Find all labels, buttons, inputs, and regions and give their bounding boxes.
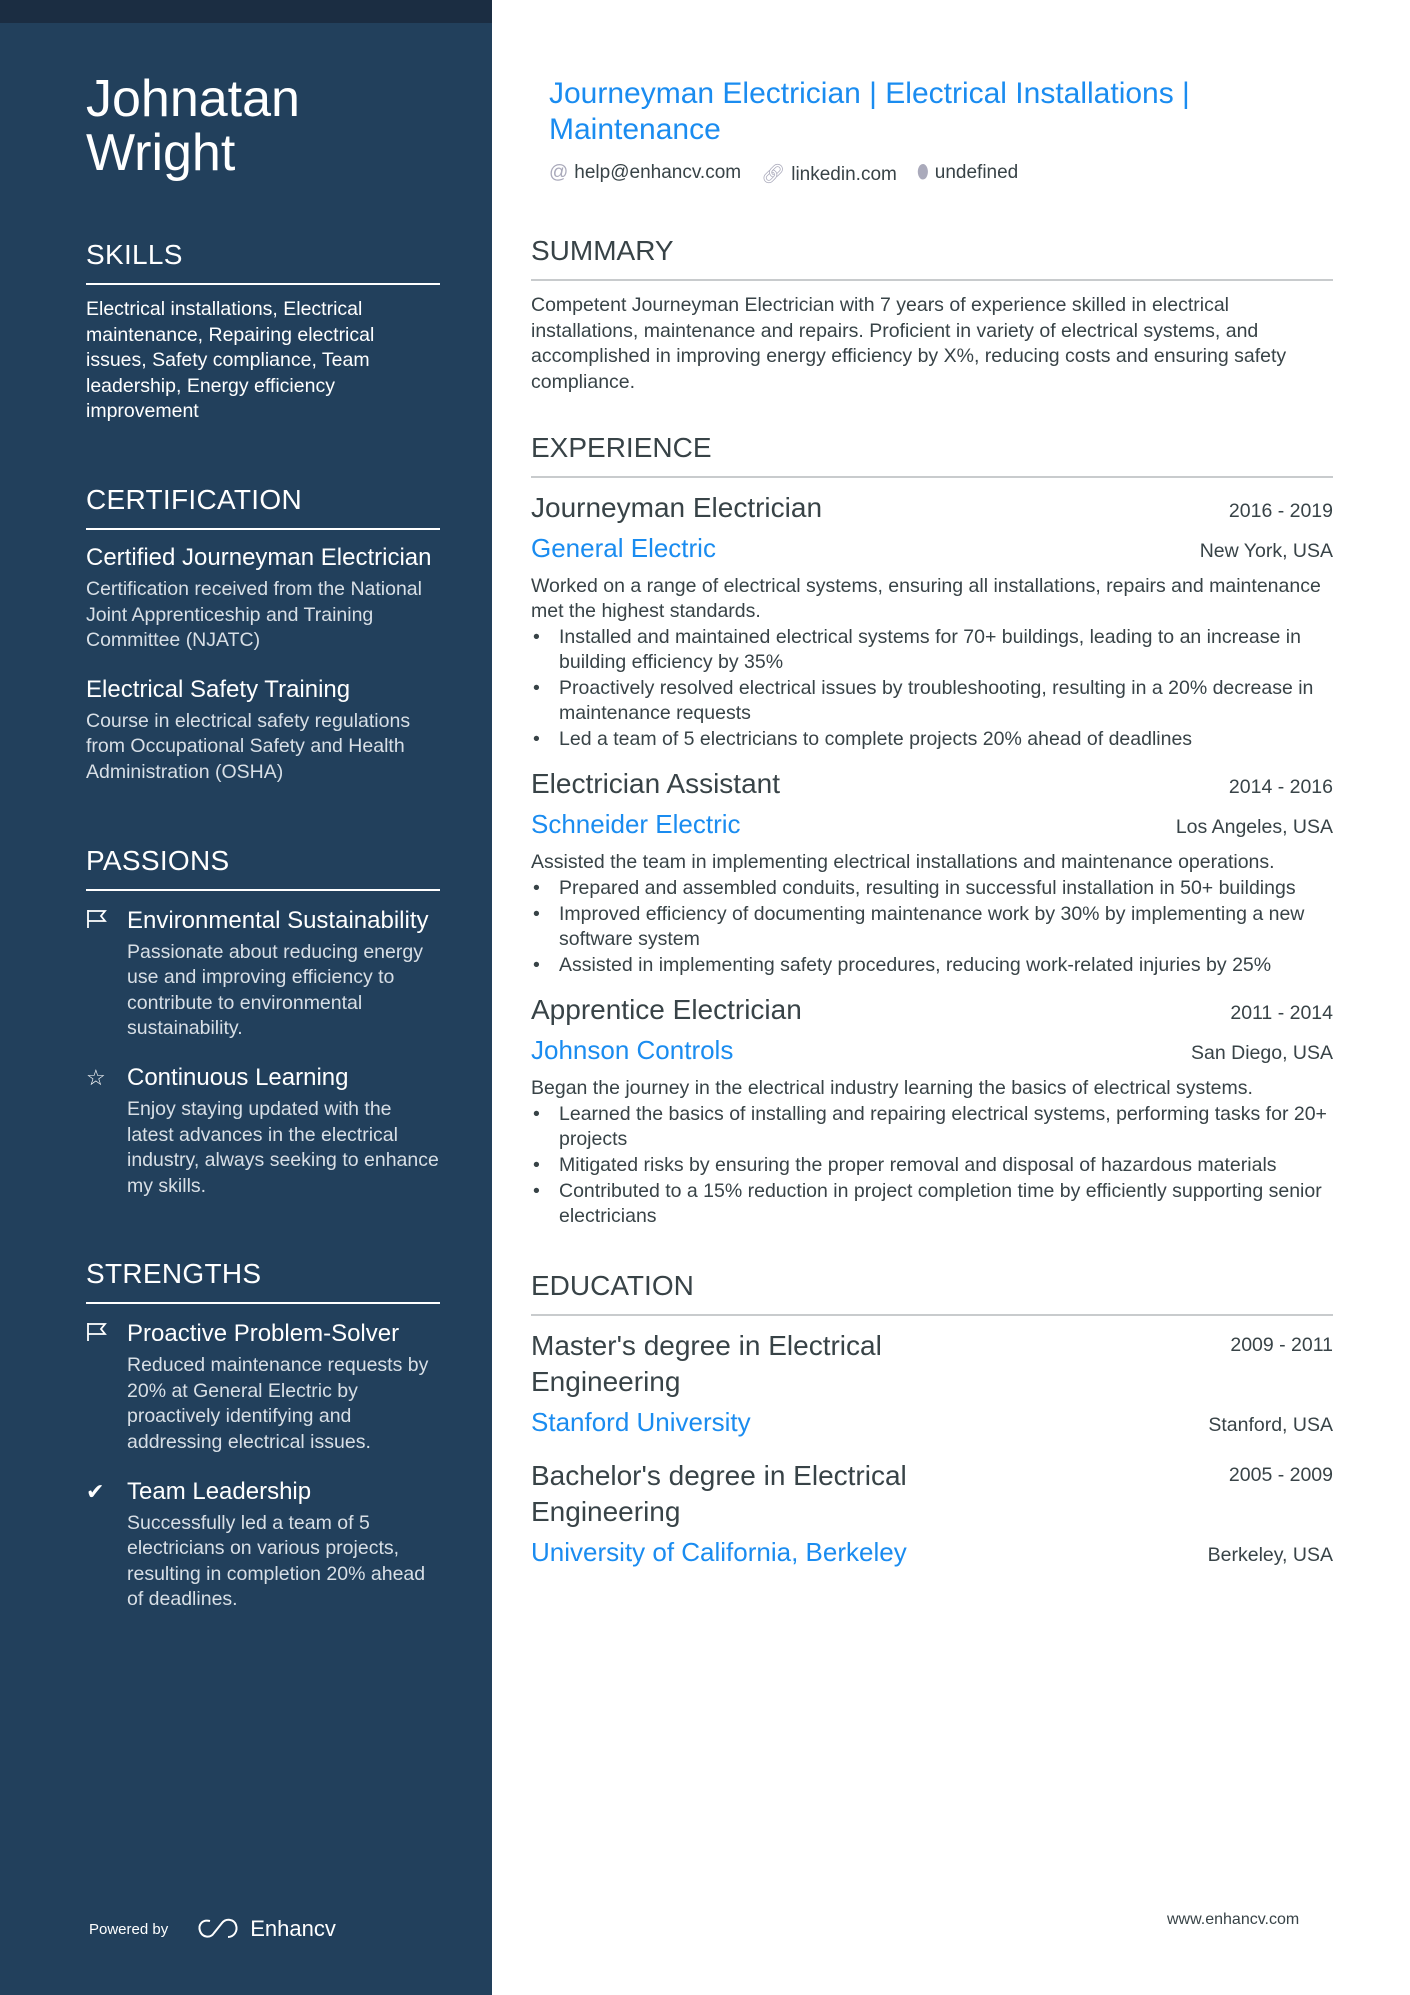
job-location: New York, USA <box>1199 540 1333 563</box>
job-dates: 2014 - 2016 <box>1228 776 1333 799</box>
education-location: Stanford, USA <box>1208 1414 1333 1437</box>
at-icon: @ <box>549 162 569 183</box>
strength-title: Proactive Problem-Solver <box>127 1320 400 1348</box>
job-bullets <box>531 876 1333 978</box>
check-icon: ✔ <box>86 1478 105 1504</box>
job-description: Assisted the team in implementing electrical installations and maintenance operations. <box>531 851 1275 874</box>
strength-title: Team Leadership <box>127 1477 312 1505</box>
strength-item <box>86 1318 440 1455</box>
job-title: Electrician Assistant <box>531 768 780 800</box>
flag-icon <box>86 1318 127 1455</box>
job-title: Apprentice Electrician <box>531 994 802 1026</box>
degree: Master's degree in Electrical Engineering <box>531 1330 882 1398</box>
job-description: Worked on a range of electrical systems, ensuring all installations, repairs and maintenance met the highest standards. <box>531 575 1321 623</box>
passion-item <box>86 905 440 1042</box>
skills-heading: SKILLS <box>86 238 440 285</box>
job-bullet: • Led a team of 5 electricians to complete projects 20% ahead of deadlines <box>531 727 1333 752</box>
company-name: Johnson Controls <box>531 1035 734 1066</box>
job-title: Journeyman Electrician <box>531 492 823 524</box>
education-location: Berkeley, USA <box>1207 1544 1333 1567</box>
location-text: undefined <box>934 162 1019 183</box>
strength-desc: Successfully led a team of 5 electricians on various projects, resulting in completion 20% ahead of deadlines. <box>127 1511 426 1611</box>
skills-text: Electrical installations, Electrical maintenance, Repairing electrical issues, Safety compliance, Team leadership, Energy efficiency improvement <box>86 298 375 423</box>
main-content <box>531 76 1333 1570</box>
school-name: Stanford University <box>531 1407 751 1438</box>
contact-row <box>531 162 1333 186</box>
job-bullet: • Learned the basics of installing and repairing electrical systems, performing tasks for 20+ projects <box>531 1102 1333 1152</box>
contact-email[interactable] <box>549 162 741 186</box>
name-last: Wright <box>86 124 236 182</box>
email-text: help@enhancv.com <box>574 162 742 183</box>
candidate-name <box>86 72 440 180</box>
education-entry <box>531 1328 1333 1440</box>
powered-by-label: Powered by <box>89 1920 169 1938</box>
passion-desc: Enjoy staying updated with the latest advances in the electrical industry, always seeking to enhance my skills. <box>127 1097 439 1197</box>
certification-item <box>86 542 440 654</box>
passions-heading: PASSIONS <box>86 844 440 891</box>
enhancv-logo-icon <box>196 1917 242 1941</box>
certification-desc: Course in electrical safety regulations from Occupational Safety and Health Administration (OSHA) <box>86 709 411 783</box>
job-bullets <box>531 1102 1333 1229</box>
summary-text: Competent Journeyman Electrician with 7 years of experience skilled in electrical installations, maintenance and repairs. Proficient in variety of electrical systems, and accomplished in improving energy efficiency by X%, reducing costs and ensuring safety compliance. <box>531 294 1287 393</box>
job-entry <box>531 992 1333 1229</box>
powered-by <box>89 1916 336 1942</box>
job-bullet: • Assisted in implementing safety procedures, reducing work-related injuries by 25% <box>531 953 1333 978</box>
strength-item <box>86 1476 440 1613</box>
company-name: Schneider Electric <box>531 809 741 840</box>
job-entry <box>531 490 1333 752</box>
job-bullet: • Contributed to a 15% reduction in project completion time by efficiently supporting senior electricians <box>531 1179 1333 1229</box>
job-bullet: • Prepared and assembled conduits, resulting in successful installation in 50+ buildings <box>531 876 1333 901</box>
job-location: San Diego, USA <box>1191 1042 1333 1065</box>
location-pin-icon: ⬮ <box>916 162 929 183</box>
passion-item <box>86 1062 440 1199</box>
company-name: General Electric <box>531 533 716 564</box>
sidebar <box>0 0 492 1995</box>
job-bullet: • Mitigated risks by ensuring the proper removal and disposal of hazardous materials <box>531 1153 1333 1178</box>
certification-item <box>86 674 440 786</box>
summary-heading: SUMMARY <box>531 234 1333 281</box>
passion-title: Environmental Sustainability <box>127 906 429 934</box>
education-dates: 2009 - 2011 <box>1230 1334 1333 1357</box>
job-bullet: • Proactively resolved electrical issues by troubleshooting, resulting in a 20% decrease in maintenance requests <box>531 676 1333 726</box>
education-dates: 2005 - 2009 <box>1228 1464 1333 1487</box>
job-location: Los Angeles, USA <box>1175 816 1333 839</box>
certification-title: Certified Journeyman Electrician <box>86 543 432 571</box>
headline-title: Journeyman Electrician | Electrical Installations | Maintenance <box>549 77 1190 146</box>
strength-desc: Reduced maintenance requests by 20% at General Electric by proactively identifying and addressing electrical issues. <box>127 1354 429 1454</box>
footer-url[interactable]: www.enhancv.com <box>1167 1911 1300 1928</box>
certification-desc: Certification received from the National Joint Apprenticeship and Training Committee (NJATC) <box>86 577 422 652</box>
flag-icon <box>86 905 127 1042</box>
linkedin-text: linkedin.com <box>791 164 897 185</box>
education-heading: EDUCATION <box>531 1269 1333 1316</box>
degree: Bachelor's degree in Electrical Engineering <box>531 1460 907 1528</box>
experience-heading: EXPERIENCE <box>531 431 1333 478</box>
enhancv-brand: Enhancv <box>250 1916 336 1941</box>
job-entry <box>531 766 1333 978</box>
job-description: Began the journey in the electrical industry learning the basics of electrical systems. <box>531 1077 1253 1100</box>
enhancv-logo[interactable] <box>196 1916 336 1942</box>
strengths-heading: STRENGTHS <box>86 1257 440 1304</box>
job-dates: 2011 - 2014 <box>1230 1002 1333 1025</box>
school-name: University of California, Berkeley <box>531 1537 907 1568</box>
name-first: Johnatan <box>86 70 300 128</box>
contact-linkedin[interactable] <box>761 162 897 186</box>
passion-desc: Passionate about reducing energy use and improving efficiency to contribute to environmental sustainability. <box>127 940 423 1040</box>
link-icon: 🔗︎ <box>761 164 786 185</box>
sidebar-top-bar <box>0 0 492 23</box>
job-dates: 2016 - 2019 <box>1228 500 1333 523</box>
certification-title: Electrical Safety Training <box>86 675 351 703</box>
contact-location <box>917 162 1018 186</box>
certification-heading: CERTIFICATION <box>86 483 440 530</box>
job-bullet: • Installed and maintained electrical systems for 70+ buildings, leading to an increase in building efficiency by 35% <box>531 625 1333 675</box>
job-bullets <box>531 625 1333 752</box>
education-entry <box>531 1458 1333 1570</box>
passion-title: Continuous Learning <box>127 1063 349 1091</box>
job-bullet: • Improved efficiency of documenting maintenance work by 30% by implementing a new software system <box>531 902 1333 952</box>
star-icon: ☆ <box>86 1064 106 1090</box>
